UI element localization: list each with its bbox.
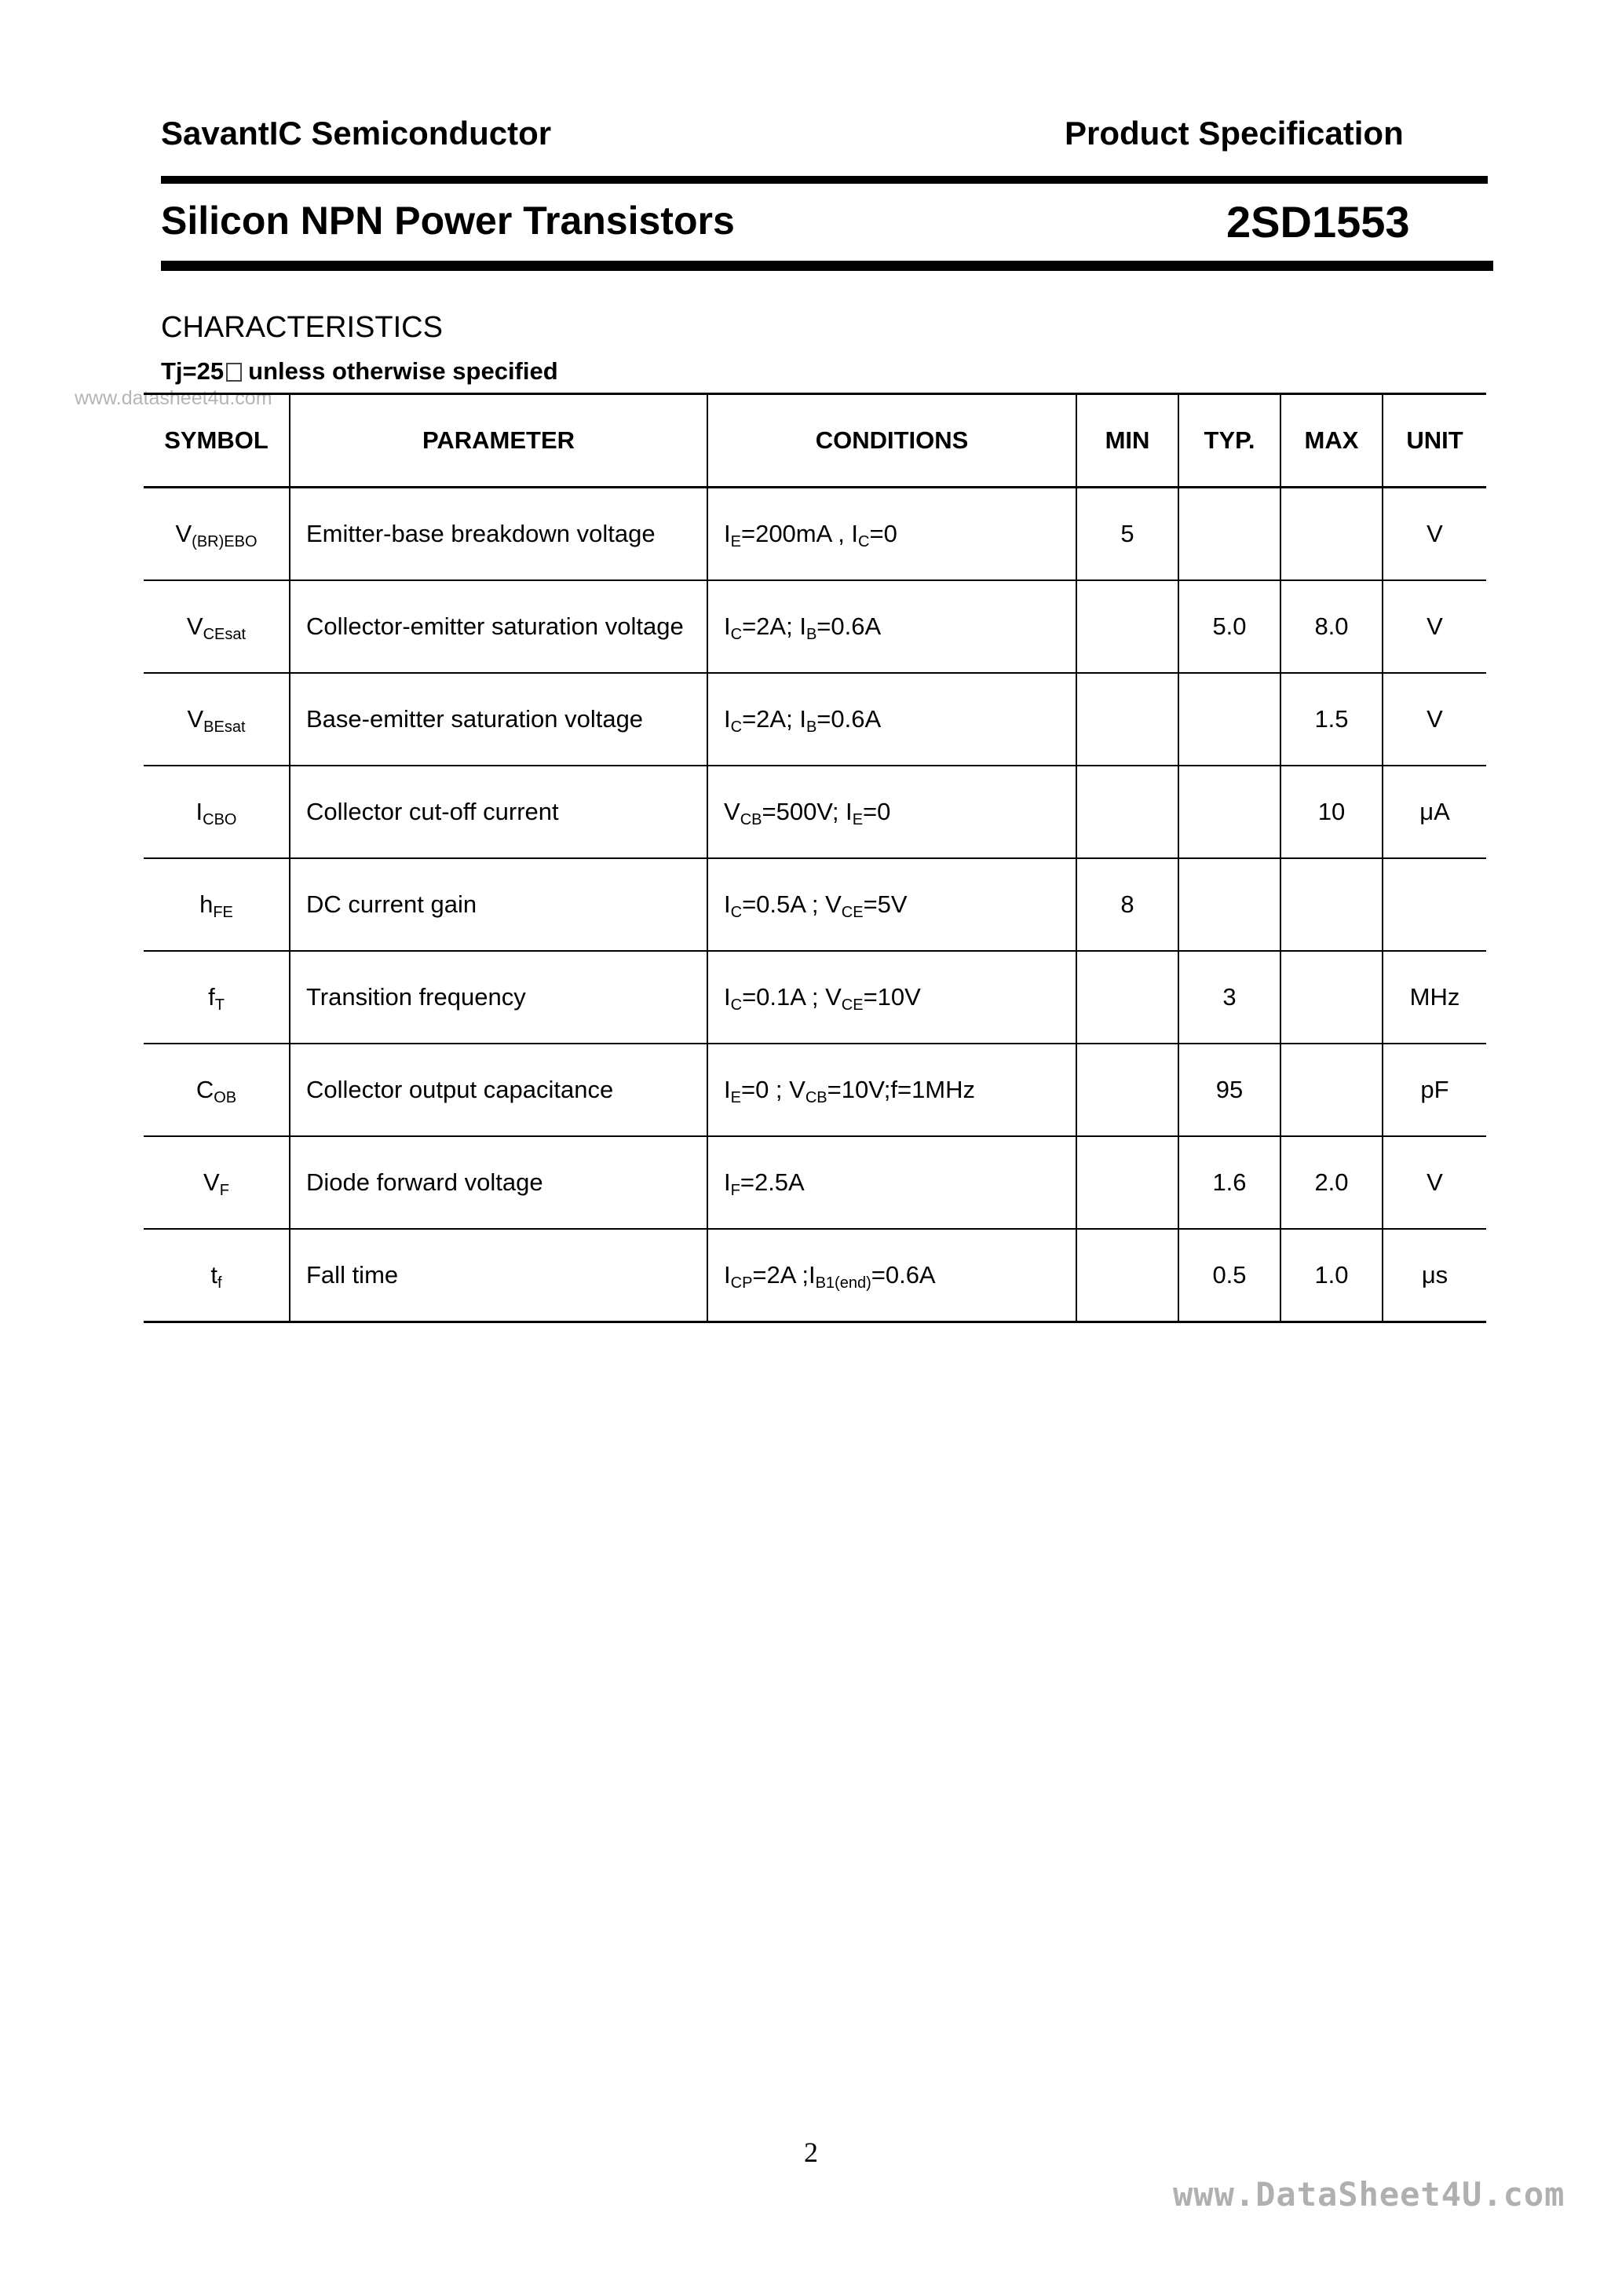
cell-parameter: Collector-emitter saturation voltage xyxy=(290,580,707,673)
condition-subscript: C xyxy=(858,533,870,550)
cell-max xyxy=(1280,951,1383,1044)
symbol-main: C xyxy=(195,1076,214,1103)
header-conditions: CONDITIONS xyxy=(707,394,1076,488)
cell-min xyxy=(1076,1136,1178,1229)
symbol-subscript: FE xyxy=(213,904,233,921)
condition-text: =0.6A xyxy=(816,612,882,640)
condition-text: V xyxy=(724,798,740,825)
cell-conditions xyxy=(707,488,1076,581)
symbol-subscript: BEsat xyxy=(203,718,246,736)
cell-max xyxy=(1280,858,1383,951)
condition-text: I xyxy=(724,890,731,918)
cell-parameter: Collector output capacitance xyxy=(290,1044,707,1136)
cell-typ: 0.5 xyxy=(1178,1229,1280,1322)
symbol-main: V xyxy=(203,1168,220,1196)
condition-text: =10V xyxy=(863,983,921,1011)
header-symbol: SYMBOL xyxy=(144,394,290,488)
symbol-subscript: T xyxy=(214,996,225,1014)
company-name: SavantIC Semiconductor xyxy=(161,115,552,152)
header-rule-top xyxy=(161,176,1488,184)
table-row xyxy=(144,858,1486,951)
table-row xyxy=(144,766,1486,858)
degree-glyph-box-icon xyxy=(226,363,242,382)
condition-text: =10V;f=1MHz xyxy=(827,1076,976,1103)
cell-conditions xyxy=(707,673,1076,766)
cell-symbol xyxy=(144,673,290,766)
condition-text: I xyxy=(724,520,731,547)
cell-symbol xyxy=(144,858,290,951)
cell-symbol xyxy=(144,488,290,581)
table-row xyxy=(144,1044,1486,1136)
condition-subscript: C xyxy=(730,718,743,736)
symbol-main: h xyxy=(199,890,214,918)
header-max: MAX xyxy=(1280,394,1383,488)
condition-text: I xyxy=(724,983,731,1011)
cell-conditions xyxy=(707,1136,1076,1229)
cell-unit: V xyxy=(1383,1136,1486,1229)
cell-typ xyxy=(1178,673,1280,766)
cell-typ xyxy=(1178,766,1280,858)
header-unit: UNIT xyxy=(1383,394,1486,488)
condition-text: I xyxy=(724,612,731,640)
cell-min: 5 xyxy=(1076,488,1178,581)
condition-text: =2A ;I xyxy=(752,1261,816,1289)
condition-note xyxy=(161,357,558,386)
cell-conditions xyxy=(707,580,1076,673)
cell-conditions xyxy=(707,766,1076,858)
cell-symbol xyxy=(144,951,290,1044)
table-row xyxy=(144,580,1486,673)
symbol-main: V xyxy=(187,705,204,733)
table-row xyxy=(144,1229,1486,1322)
cell-parameter: Transition frequency xyxy=(290,951,707,1044)
condition-suffix: unless otherwise specified xyxy=(248,357,558,385)
cell-min xyxy=(1076,766,1178,858)
cell-parameter: Diode forward voltage xyxy=(290,1136,707,1229)
cell-parameter: Collector cut-off current xyxy=(290,766,707,858)
cell-min xyxy=(1076,1044,1178,1136)
table-row xyxy=(144,488,1486,581)
condition-prefix: Tj=25 xyxy=(161,357,225,385)
cell-typ: 95 xyxy=(1178,1044,1280,1136)
section-title: CHARACTERISTICS xyxy=(161,311,443,344)
header-rule-bottom xyxy=(161,261,1493,271)
cell-unit: V xyxy=(1383,488,1486,581)
watermark-top: www.datasheet4u.com xyxy=(75,387,272,409)
header-typ: TYP. xyxy=(1178,394,1280,488)
cell-typ: 1.6 xyxy=(1178,1136,1280,1229)
symbol-main: I xyxy=(195,798,203,825)
condition-subscript: E xyxy=(730,1089,741,1106)
symbol-subscript: CEsat xyxy=(203,626,247,643)
symbol-main: V xyxy=(186,612,203,640)
condition-text: I xyxy=(724,1168,731,1196)
condition-subscript: B1(end) xyxy=(815,1274,871,1292)
symbol-main: t xyxy=(210,1261,218,1289)
cell-unit xyxy=(1383,858,1486,951)
cell-max: 1.0 xyxy=(1280,1229,1383,1322)
cell-max: 8.0 xyxy=(1280,580,1383,673)
cell-conditions xyxy=(707,951,1076,1044)
condition-text: =0 xyxy=(869,520,897,547)
table-row xyxy=(144,1136,1486,1229)
cell-unit: μs xyxy=(1383,1229,1486,1322)
cell-min xyxy=(1076,673,1178,766)
condition-subscript: E xyxy=(852,811,864,828)
cell-min xyxy=(1076,580,1178,673)
condition-text: I xyxy=(724,1076,731,1103)
cell-unit: μA xyxy=(1383,766,1486,858)
cell-unit: V xyxy=(1383,673,1486,766)
condition-subscript: C xyxy=(730,996,743,1014)
symbol-subscript: f xyxy=(217,1274,222,1292)
cell-typ: 3 xyxy=(1178,951,1280,1044)
condition-text: =0.6A xyxy=(871,1261,936,1289)
condition-text: =0.5A ; V xyxy=(742,890,842,918)
cell-typ: 5.0 xyxy=(1178,580,1280,673)
condition-subscript: B xyxy=(806,626,817,643)
condition-text: =0 xyxy=(863,798,891,825)
cell-min xyxy=(1076,1229,1178,1322)
condition-text: =2.5A xyxy=(740,1168,805,1196)
condition-subscript: CE xyxy=(841,904,864,921)
condition-text: =500V; I xyxy=(762,798,853,825)
cell-parameter: Emitter-base breakdown voltage xyxy=(290,488,707,581)
cell-symbol xyxy=(144,1136,290,1229)
cell-max: 2.0 xyxy=(1280,1136,1383,1229)
document-title: Silicon NPN Power Transistors xyxy=(161,199,735,243)
cell-symbol xyxy=(144,1229,290,1322)
condition-text: =2A; I xyxy=(742,705,806,733)
cell-conditions xyxy=(707,858,1076,951)
cell-parameter: DC current gain xyxy=(290,858,707,951)
table-header-row xyxy=(144,394,1486,488)
cell-max xyxy=(1280,1044,1383,1136)
condition-subscript: F xyxy=(730,1182,740,1199)
cell-conditions xyxy=(707,1229,1076,1322)
condition-subscript: C xyxy=(730,626,743,643)
cell-max: 10 xyxy=(1280,766,1383,858)
cell-symbol xyxy=(144,1044,290,1136)
condition-subscript: CP xyxy=(730,1274,753,1292)
cell-max xyxy=(1280,488,1383,581)
cell-conditions xyxy=(707,1044,1076,1136)
cell-parameter: Base-emitter saturation voltage xyxy=(290,673,707,766)
symbol-main: f xyxy=(208,983,215,1011)
condition-subscript: CB xyxy=(740,811,762,828)
condition-subscript: B xyxy=(806,718,817,736)
condition-subscript: C xyxy=(730,904,743,921)
cell-symbol xyxy=(144,766,290,858)
condition-subscript: E xyxy=(730,533,741,550)
cell-unit: MHz xyxy=(1383,951,1486,1044)
condition-text: =200mA , I xyxy=(740,520,859,547)
condition-text: I xyxy=(724,705,731,733)
cell-symbol xyxy=(144,580,290,673)
symbol-subscript: F xyxy=(219,1182,229,1199)
cell-unit: V xyxy=(1383,580,1486,673)
condition-text: =0.1A ; V xyxy=(742,983,842,1011)
condition-text: =2A; I xyxy=(742,612,806,640)
symbol-subscript: OB xyxy=(214,1089,237,1106)
table-row xyxy=(144,673,1486,766)
part-number: 2SD1553 xyxy=(1226,197,1410,247)
cell-typ xyxy=(1178,858,1280,951)
cell-max: 1.5 xyxy=(1280,673,1383,766)
cell-min xyxy=(1076,951,1178,1044)
cell-min: 8 xyxy=(1076,858,1178,951)
condition-subscript: CE xyxy=(841,996,864,1014)
header-min: MIN xyxy=(1076,394,1178,488)
watermark-bottom: www.DataSheet4U.com xyxy=(1173,2175,1565,2214)
symbol-main: V xyxy=(175,520,192,547)
condition-text: =0 ; V xyxy=(740,1076,806,1103)
table-row xyxy=(144,951,1486,1044)
symbol-subscript: CBO xyxy=(203,811,237,828)
cell-unit: pF xyxy=(1383,1044,1486,1136)
condition-text: =5V xyxy=(863,890,908,918)
condition-text: =0.6A xyxy=(816,705,882,733)
condition-subscript: CB xyxy=(805,1089,827,1106)
symbol-subscript: (BR)EBO xyxy=(192,533,258,550)
document-type: Product Specification xyxy=(1065,115,1404,152)
characteristics-table xyxy=(144,393,1486,1323)
condition-text: I xyxy=(724,1261,731,1289)
header-parameter: PARAMETER xyxy=(290,394,707,488)
cell-typ xyxy=(1178,488,1280,581)
page-number: 2 xyxy=(804,2137,818,2168)
cell-parameter: Fall time xyxy=(290,1229,707,1322)
